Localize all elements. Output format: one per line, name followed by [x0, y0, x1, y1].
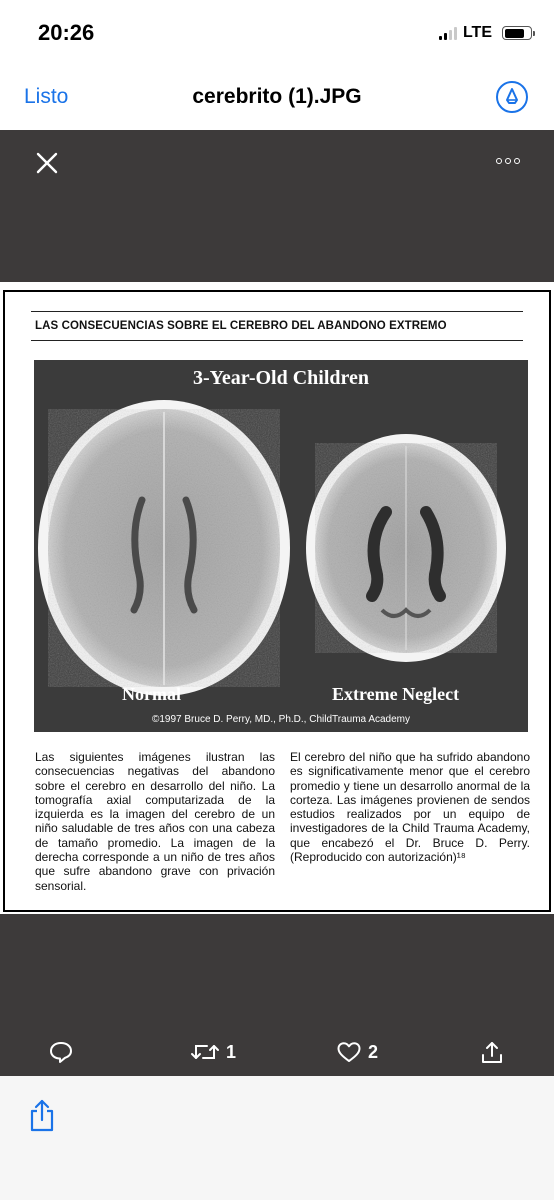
article-body-right: El cerebro del niño que ha sufrido abandono es significativamente menor que el cerebro promedio y tiene un desarrollo anormal de la corteza. Las imágenes provienen de sendos estudios realizados por un equipo de investigadores de la Child Trauma Academy, que encabezó el Dr. Bruce D. Perry. (Reproducido con autorización)¹⁸	[290, 750, 530, 865]
retweet-button[interactable]	[190, 1040, 236, 1064]
media-viewer	[0, 130, 554, 1076]
network-type: LTE	[462, 24, 492, 41]
article-title: LAS CONSECUENCIAS SOBRE EL CEREBRO DEL ABANDONO EXTREMO	[35, 320, 447, 332]
close-icon[interactable]	[36, 152, 58, 174]
article-body-left: Las siguientes imágenes ilustran las consecuencias negativas del abandono sobre el cerebro en desarrollo del niño. La tomografía axial computarizada de la izquierda es la imagen del cerebro de un niño saludable de tres años con una cabeza de tamaño promedio. La imagen de la derecha corresponde a un niño de tres años que sufre abandono grave con privación sensorial.	[35, 750, 275, 893]
tweet-actions	[0, 1040, 554, 1076]
scan-heading: 3-Year-Old Children	[192, 367, 370, 389]
retweet-count: 1	[226, 1041, 237, 1062]
like-count: 2	[368, 1041, 379, 1062]
scan-label-normal: Normal	[122, 684, 181, 704]
status-indicators	[439, 24, 532, 42]
bottom-toolbar	[0, 1076, 554, 1200]
done-button[interactable]: Listo	[24, 85, 69, 108]
share-icon	[480, 1040, 504, 1066]
nav-bar	[0, 66, 554, 130]
status-bar	[0, 0, 554, 66]
reply-button[interactable]	[48, 1040, 74, 1064]
brain-scan-graphic	[34, 360, 528, 732]
more-icon[interactable]	[496, 158, 520, 164]
retweet-icon	[190, 1040, 220, 1064]
divider	[31, 340, 523, 341]
scan-copyright: ©1997 Bruce D. Perry, MD., Ph.D., ChildTrauma Academy	[151, 714, 410, 725]
page-title: cerebrito (1).JPG	[192, 85, 362, 108]
share-button[interactable]	[480, 1040, 504, 1066]
divider	[31, 311, 523, 312]
battery-icon	[502, 26, 532, 40]
brain-scan-image	[34, 360, 528, 732]
signal-icon	[439, 26, 457, 40]
reply-icon	[48, 1040, 74, 1064]
scan-label-neglect: Extreme Neglect	[332, 684, 460, 704]
toolbar-share-button[interactable]	[28, 1098, 56, 1137]
share-icon	[28, 1098, 56, 1132]
article-photo[interactable]	[0, 282, 554, 914]
status-time: 20:26	[38, 20, 95, 45]
heart-icon	[336, 1040, 362, 1064]
markup-pen-icon[interactable]	[496, 81, 528, 113]
photo-frame	[3, 290, 551, 912]
like-button[interactable]	[336, 1040, 378, 1064]
